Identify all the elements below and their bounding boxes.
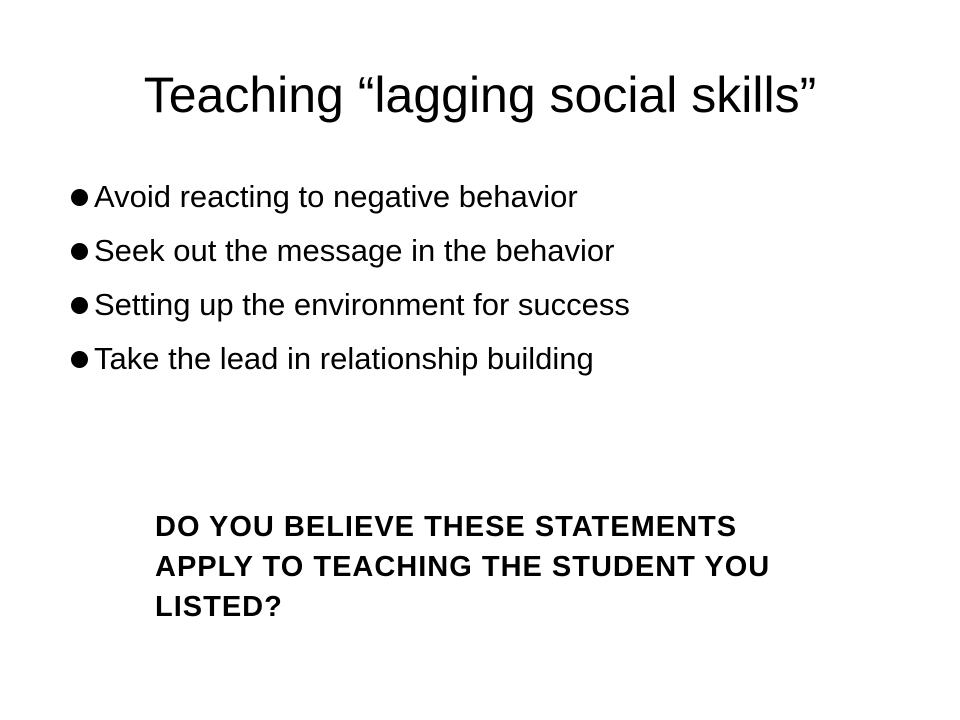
bullet-item: [71, 332, 630, 386]
bullet-item: [71, 278, 630, 332]
bullet-text: Setting up the environment for success: [94, 287, 630, 322]
bullet-item: [71, 224, 630, 278]
bullet-text: Avoid reacting to negative behavior: [94, 179, 578, 214]
question-line: APPLY TO TEACHING THE STUDENT YOU: [155, 551, 771, 583]
question-line: LISTED?: [155, 591, 283, 623]
bullet-list: [71, 170, 630, 386]
bullet-item: [71, 170, 630, 224]
bullet-text: Seek out the message in the behavior: [94, 233, 615, 268]
bullet-icon: [71, 189, 88, 206]
question-line: DO YOU BELIEVE THESE STATEMENTS: [155, 511, 738, 543]
bullet-icon: [71, 243, 88, 260]
slide-title: Teaching “lagging social skills”: [143, 67, 817, 123]
question-text: [155, 507, 770, 627]
bullet-icon: [71, 351, 88, 368]
bullet-icon: [71, 297, 88, 314]
bullet-text: Take the lead in relationship building: [94, 341, 594, 376]
